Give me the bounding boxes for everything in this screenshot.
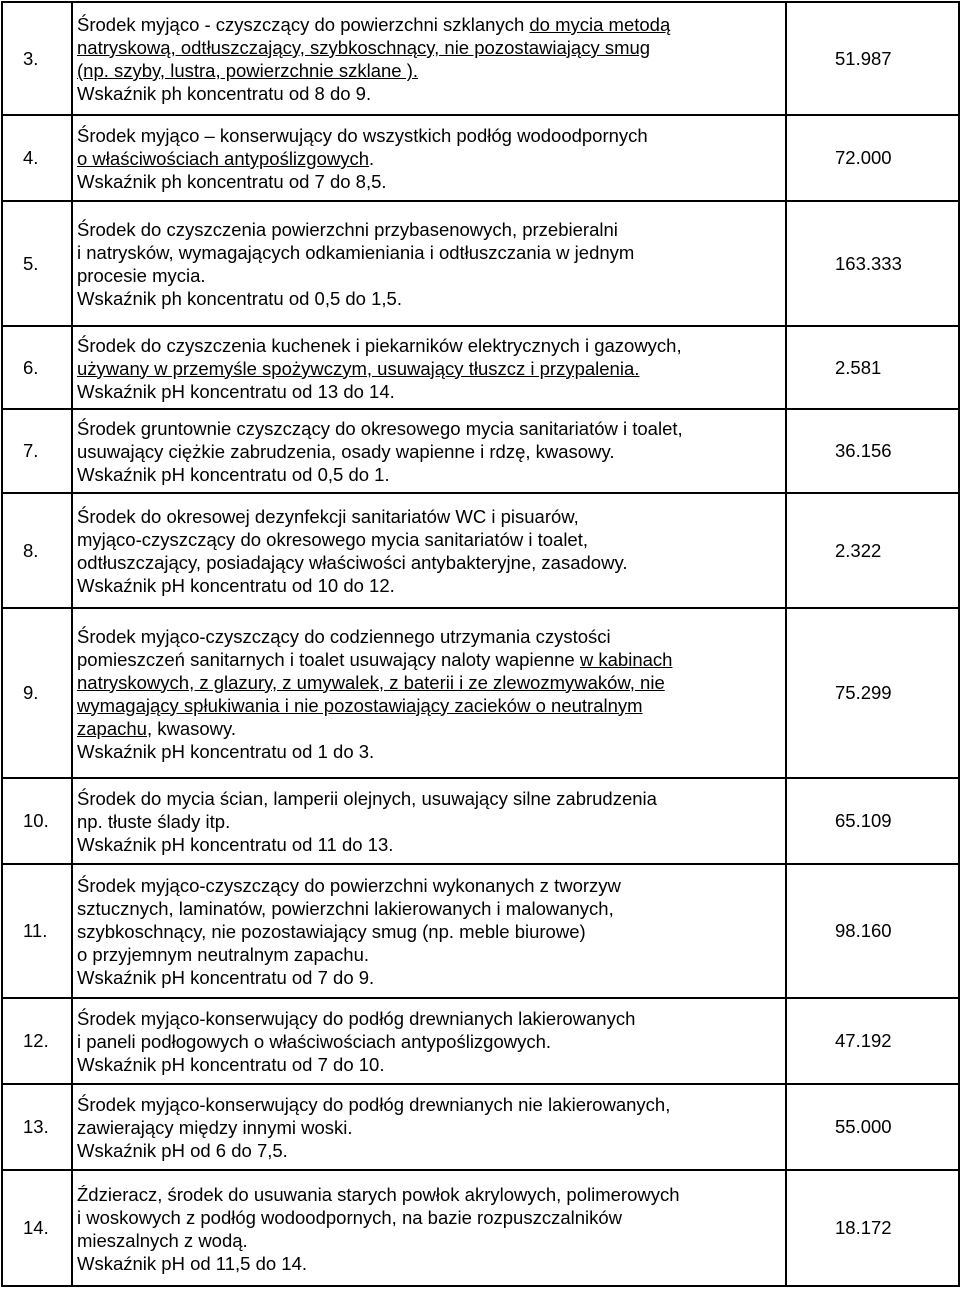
text-segment: Środek do mycia ścian, lamperii olejnych, usuwający silne zabrudzenia xyxy=(77,788,657,809)
quantity-value: 18.172 xyxy=(786,1170,959,1286)
description-line xyxy=(77,694,782,717)
description-line xyxy=(77,147,782,170)
text-segment: Środek myjąco-konserwujący do podłóg drewnianych lakierowanych xyxy=(77,1008,636,1029)
description-line xyxy=(77,833,782,856)
table-row xyxy=(2,409,959,493)
quantity-value: 75.299 xyxy=(786,608,959,778)
row-number: 14. xyxy=(2,1170,72,1286)
text-segment: myjąco-czyszczący do okresowego mycia sanitariatów i toalet, xyxy=(77,529,588,550)
text-segment: w kabinach xyxy=(579,648,673,670)
product-description xyxy=(72,1170,786,1286)
text-segment: szybkoschnący, nie pozostawiający smug (np. meble biurowe) xyxy=(77,921,586,942)
text-segment: Wskaźnik pH koncentratu od 0,5 do 1. xyxy=(77,464,390,485)
quantity-value: 36.156 xyxy=(786,409,959,493)
text-segment: . xyxy=(369,148,375,169)
text-segment: i paneli podłogowych o właściwościach antypoślizgowych. xyxy=(77,1031,552,1052)
text-segment: Środek myjąco-konserwujący do podłóg drewnianych nie lakierowanych, xyxy=(77,1094,671,1115)
table-row xyxy=(2,493,959,608)
description-line xyxy=(77,787,782,810)
text-segment: Wskaźnik pH koncentratu od 7 do 9. xyxy=(77,967,375,988)
text-segment: Wskaźnik ph koncentratu od 0,5 do 1,5. xyxy=(77,288,402,309)
table-row xyxy=(2,1084,959,1170)
text-segment: Wskaźnik pH koncentratu od 10 do 12. xyxy=(77,575,395,596)
text-segment: Ździeracz, środek do usuwania starych powłok akrylowych, polimerowych xyxy=(77,1183,680,1205)
table-row xyxy=(2,998,959,1084)
row-number: 11. xyxy=(2,864,72,998)
product-description xyxy=(72,115,786,201)
description-line xyxy=(77,1206,782,1229)
description-line xyxy=(77,920,782,943)
text-segment: Wskaźnik pH od 6 do 7,5. xyxy=(77,1140,288,1161)
product-description xyxy=(72,608,786,778)
product-table-body xyxy=(2,2,959,1286)
description-line xyxy=(77,625,782,648)
text-segment: do mycia metodą xyxy=(529,14,671,35)
description-line xyxy=(77,648,782,671)
description-line xyxy=(77,59,782,82)
description-line xyxy=(77,717,782,740)
text-segment: zapachu xyxy=(77,717,147,739)
product-description xyxy=(72,201,786,326)
product-description xyxy=(72,864,786,998)
description-line xyxy=(77,13,782,36)
text-segment: Wskaźnik pH koncentratu od 7 do 10. xyxy=(77,1054,385,1075)
description-line xyxy=(77,574,782,597)
product-description xyxy=(72,493,786,608)
row-number: 7. xyxy=(2,409,72,493)
description-line xyxy=(77,417,782,440)
product-description xyxy=(72,1084,786,1170)
description-line xyxy=(77,810,782,833)
text-segment: Środek myjąco - czyszczący do powierzchni szklanych xyxy=(77,14,530,35)
description-line xyxy=(77,1053,782,1076)
row-number: 9. xyxy=(2,608,72,778)
description-line xyxy=(77,264,782,287)
description-line xyxy=(77,218,782,241)
product-description xyxy=(72,409,786,493)
row-number: 10. xyxy=(2,778,72,864)
text-segment: odtłuszczający, posiadający właściwości antybakteryjne, zasadowy. xyxy=(77,552,628,573)
description-line xyxy=(77,287,782,310)
description-line xyxy=(77,463,782,486)
quantity-value: 2.581 xyxy=(786,326,959,409)
quantity-value: 51.987 xyxy=(786,2,959,115)
description-line xyxy=(77,897,782,920)
description-line xyxy=(77,966,782,989)
quantity-value: 98.160 xyxy=(786,864,959,998)
product-description xyxy=(72,326,786,409)
description-line xyxy=(77,1252,782,1275)
text-segment: i woskowych z podłóg wodoodpornych, na bazie rozpuszczalników xyxy=(77,1206,623,1228)
text-segment: (np. szyby, lustra, powierzchnie szklane ). xyxy=(77,60,419,81)
table-row xyxy=(2,2,959,115)
product-description xyxy=(72,2,786,115)
text-segment: Wskaźnik pH od 11,5 do 14. xyxy=(77,1252,308,1274)
text-segment: i natrysków, wymagających odkamieniania i odtłuszczania w jednym xyxy=(77,242,635,263)
description-line xyxy=(77,380,782,403)
description-line xyxy=(77,124,782,147)
text-segment: pomieszczeń sanitarnych i toalet usuwający naloty wapienne xyxy=(77,648,580,670)
description-line xyxy=(77,874,782,897)
table-row xyxy=(2,778,959,864)
row-number: 12. xyxy=(2,998,72,1084)
quantity-value: 2.322 xyxy=(786,493,959,608)
text-segment: natryskową, odtłuszczający, szybkoschnący, nie pozostawiający smug xyxy=(77,37,651,58)
description-line xyxy=(77,357,782,380)
description-line xyxy=(77,241,782,264)
description-line xyxy=(77,1139,782,1162)
description-line xyxy=(77,528,782,551)
text-segment: o właściwościach antypoślizgowych xyxy=(77,148,370,169)
row-number: 8. xyxy=(2,493,72,608)
text-segment: zawierający między innymi woski. xyxy=(77,1117,353,1138)
text-segment: o przyjemnym neutralnym zapachu. xyxy=(77,944,370,965)
description-line xyxy=(77,740,782,763)
quantity-value: 47.192 xyxy=(786,998,959,1084)
text-segment: natryskowych, z glazury, z umywalek, z baterii i ze zlewozmywaków, nie xyxy=(77,671,665,693)
description-line xyxy=(77,1007,782,1030)
text-segment: Wskaźnik pH koncentratu od 13 do 14. xyxy=(77,380,395,402)
description-line xyxy=(77,1183,782,1206)
table-row xyxy=(2,1170,959,1286)
description-line xyxy=(77,36,782,59)
text-segment: Środek do czyszczenia kuchenek i piekarników elektrycznych i gazowych, xyxy=(77,334,682,356)
text-segment: Środek do okresowej dezynfekcji sanitariatów WC i pisuarów, xyxy=(77,506,579,527)
description-line xyxy=(77,551,782,574)
description-line xyxy=(77,334,782,357)
product-description xyxy=(72,998,786,1084)
text-segment: np. tłuste ślady itp. xyxy=(77,811,231,832)
text-segment: , kwasowy. xyxy=(146,717,237,739)
row-number: 6. xyxy=(2,326,72,409)
table-row xyxy=(2,115,959,201)
text-segment: Wskaźnik pH koncentratu od 1 do 3. xyxy=(77,740,375,762)
product-table xyxy=(1,1,960,1287)
text-segment: Środek myjąco – konserwujący do wszystkich podłóg wodoodpornych xyxy=(77,125,648,146)
description-line xyxy=(77,1030,782,1053)
table-row xyxy=(2,608,959,778)
text-segment: procesie mycia. xyxy=(77,265,206,286)
text-segment: Środek do czyszczenia powierzchni przybasenowych, przebieralni xyxy=(77,219,618,240)
row-number: 4. xyxy=(2,115,72,201)
quantity-value: 55.000 xyxy=(786,1084,959,1170)
product-description xyxy=(72,778,786,864)
text-segment: Wskaźnik pH koncentratu od 11 do 13. xyxy=(77,834,394,855)
text-segment: mieszalnych z wodą. xyxy=(77,1229,248,1251)
table-row xyxy=(2,326,959,409)
description-line xyxy=(77,505,782,528)
table-row xyxy=(2,201,959,326)
description-line xyxy=(77,170,782,193)
quantity-value: 72.000 xyxy=(786,115,959,201)
text-segment: usuwający ciężkie zabrudzenia, osady wapienne i rdzę, kwasowy. xyxy=(77,441,615,462)
table-row xyxy=(2,864,959,998)
text-segment: Środek myjąco-czyszczący do powierzchni wykonanych z tworzyw xyxy=(77,875,621,896)
description-line xyxy=(77,943,782,966)
text-segment: Środek gruntownie czyszczący do okresowego mycia sanitariatów i toalet, xyxy=(77,418,683,439)
description-line xyxy=(77,671,782,694)
row-number: 13. xyxy=(2,1084,72,1170)
description-line xyxy=(77,1116,782,1139)
text-segment: Wskaźnik ph koncentratu od 8 do 9. xyxy=(77,83,372,104)
description-line xyxy=(77,82,782,105)
text-segment: Środek myjąco-czyszczący do codziennego utrzymania czystości xyxy=(77,625,611,647)
description-line xyxy=(77,1093,782,1116)
quantity-value: 65.109 xyxy=(786,778,959,864)
text-segment: Wskaźnik ph koncentratu od 7 do 8,5. xyxy=(77,171,387,192)
row-number: 5. xyxy=(2,201,72,326)
row-number: 3. xyxy=(2,2,72,115)
quantity-value: 163.333 xyxy=(786,201,959,326)
text-segment: używany w przemyśle spożywczym, usuwający tłuszcz i przypalenia. xyxy=(77,357,640,379)
description-line xyxy=(77,440,782,463)
text-segment: wymagający spłukiwania i nie pozostawiający zacieków o neutralnym xyxy=(77,694,643,716)
text-segment: sztucznych, laminatów, powierzchni lakierowanych i malowanych, xyxy=(77,898,614,919)
description-line xyxy=(77,1229,782,1252)
